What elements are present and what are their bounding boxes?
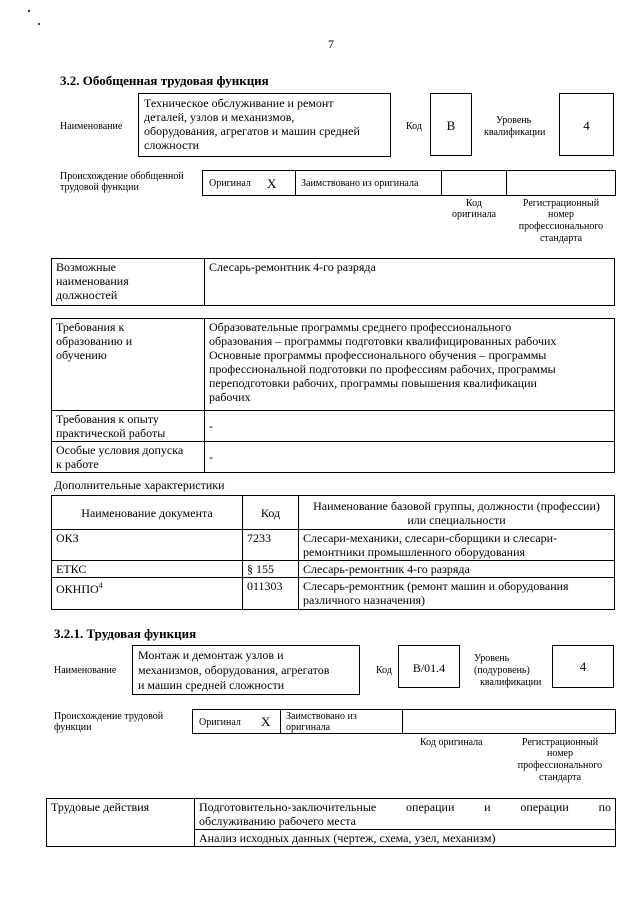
gtf-origin-label-2: трудовой функции <box>60 182 139 193</box>
gtf-reg-label-1: Регистрационный <box>522 198 600 209</box>
tf-level-label-3: квалификации <box>480 677 542 688</box>
req-value-line: переподготовки рабочих, программы повышения квалификации <box>209 376 537 390</box>
gtf-original-cell <box>202 170 296 196</box>
req-label-line: образованию и <box>56 334 133 348</box>
additional-title: Дополнительные характеристики <box>54 478 225 492</box>
req-value-line: рабочих <box>209 390 251 404</box>
gtf-reg-label-2: номер <box>548 209 574 220</box>
row-code: 7233 <box>243 530 299 561</box>
gtf-origin-label-1: Происхождение обобщенной <box>60 171 184 182</box>
tf-level-label-2: (подуровень) <box>474 665 530 676</box>
tf-name-box <box>132 645 360 695</box>
tf-origin-label-1: Происхождение трудовой <box>54 711 164 722</box>
tf-code-box <box>398 645 460 688</box>
req-label-line: Требования к опыту <box>56 412 159 426</box>
scan-dot <box>38 23 40 25</box>
req-experience-label <box>52 411 205 442</box>
gtf-original-mark: X <box>267 176 277 191</box>
action-line: Подготовительно-заключительные операции и операции по <box>199 800 611 814</box>
positions-table <box>51 258 615 306</box>
gtf-reg-label-3: профессионального <box>518 221 604 232</box>
row-doc: ОКЗ <box>52 530 243 561</box>
positions-value: Слесарь-ремонтник 4-го разряда <box>205 259 615 306</box>
row-doc-text: ОКНПО <box>56 582 99 596</box>
gtf-code-original-label-2: оригинала <box>451 209 497 220</box>
req-value-line: Образовательные программы среднего профессионального <box>209 320 512 334</box>
positions-label-line: Возможные <box>56 260 116 274</box>
tf-origin-label-2: функции <box>54 722 92 733</box>
req-label-line: практической работы <box>56 426 166 440</box>
req-value-line: Основные программы профессионального обучения – программы <box>209 348 547 362</box>
gtf-level-value: 4 <box>583 118 590 133</box>
gtf-name-line: оборудования, агрегатов и машин средней <box>144 124 360 138</box>
tf-borrowed-label-1: Заимствовано из <box>286 711 357 722</box>
tf-reg-label-1: Регистрационный <box>521 737 599 748</box>
row-name-line: Слесари-механики, слесари-сборщики и слесари- <box>303 531 558 545</box>
row-name-line: различного назначения) <box>303 593 426 607</box>
gtf-code-original-label-1: Код <box>466 198 482 209</box>
footnote-mark: 4 <box>98 581 103 590</box>
gtf-code-original-cell <box>441 170 507 196</box>
req-value-line: образования – программы подготовки квалифицированных рабочих <box>209 334 557 348</box>
req-experience-value: - <box>205 411 615 442</box>
tf-code-label: Код <box>376 665 392 676</box>
tf-title: 3.2.1. Трудовая функция <box>54 626 197 641</box>
row-doc: ЕТКС <box>52 561 243 578</box>
tf-name-label: Наименование <box>54 665 117 676</box>
header-doc: Наименование документа <box>52 496 243 530</box>
action-line: обслуживанию рабочего места <box>199 814 356 828</box>
gtf-level-label-1: Уровень <box>496 115 532 126</box>
req-value-line: профессиональной подготовки по профессиям рабочих, программы <box>209 362 556 376</box>
tf-code-original-label: Код оригинала <box>420 737 483 748</box>
gtf-borrowed-label: Заимствовано из оригинала <box>301 178 419 189</box>
row-name <box>299 578 615 610</box>
additional-table <box>51 495 615 610</box>
row-code: § 155 <box>243 561 299 578</box>
gtf-original-label: Оригинал <box>209 178 251 189</box>
gtf-level-box <box>559 93 614 156</box>
req-education-label <box>52 319 205 411</box>
tf-borrowed-cell <box>280 709 403 734</box>
tf-reg-label-2: номер <box>547 748 573 759</box>
gtf-name-box <box>138 93 391 157</box>
req-label-line: Особые условия допуска <box>56 443 184 457</box>
section-title: 3.2. Обобщенная трудовая функция <box>60 73 269 88</box>
req-conditions-value: - <box>205 442 615 473</box>
gtf-code-box <box>430 93 472 156</box>
gtf-level-label-2: квалификации <box>484 127 546 138</box>
req-education-value <box>205 319 615 411</box>
positions-label <box>52 259 205 306</box>
row-doc <box>52 578 243 610</box>
action-item <box>195 799 616 830</box>
header-code: Код <box>243 496 299 530</box>
header-name: Наименование базовой группы, должности (профессии) или специальности <box>299 496 615 530</box>
req-label-line: Требования к <box>56 320 125 334</box>
row-name-line: ремонтники промышленного оборудования <box>303 545 526 559</box>
gtf-code-value: B <box>446 118 456 133</box>
action-item: Анализ исходных данных (чертеж, схема, узел, механизм) <box>195 830 616 847</box>
tf-code-reg-cell <box>402 709 616 734</box>
tf-level-value: 4 <box>579 659 587 674</box>
row-name: Слесарь-ремонтник 4-го разряда <box>299 561 615 578</box>
page-number: 7 <box>328 37 334 51</box>
gtf-name-line: деталей, узлов и механизмов, <box>144 110 295 124</box>
gtf-name-line: Техническое обслуживание и ремонт <box>144 96 334 110</box>
tf-original-label: Оригинал <box>199 717 241 728</box>
requirements-table <box>51 318 615 473</box>
positions-label-line: наименования <box>56 274 129 288</box>
tf-original-cell <box>192 709 281 734</box>
req-label-line: к работе <box>56 457 99 471</box>
req-label-line: обучению <box>56 348 107 362</box>
tf-name-line: Монтаж и демонтаж узлов и <box>138 648 284 662</box>
tf-level-label-1: Уровень <box>474 653 510 664</box>
scan-dot <box>28 10 30 12</box>
tf-name-line: механизмов, оборудования, агрегатов <box>138 663 330 677</box>
tf-borrowed-label-2: оригинала <box>286 722 331 733</box>
gtf-reg-label-4: стандарта <box>539 233 583 244</box>
tf-name-line: и машин средней сложности <box>138 678 285 692</box>
row-name-line: Слесарь-ремонтник (ремонт машин и оборудования <box>303 579 569 593</box>
gtf-name-label: Наименование <box>60 121 123 132</box>
tf-level-box <box>552 645 614 688</box>
gtf-code-label: Код <box>406 121 422 132</box>
positions-label-line: должностей <box>56 288 118 302</box>
gtf-reg-number-cell <box>506 170 616 196</box>
tf-original-mark: X <box>261 714 271 729</box>
tf-code-value: B/01.4 <box>412 661 446 675</box>
row-name <box>299 530 615 561</box>
gtf-name-line: сложности <box>144 138 200 152</box>
tf-reg-label-3: профессионального <box>517 760 603 771</box>
row-code: 011303 <box>243 578 299 610</box>
actions-label: Трудовые действия <box>47 799 195 847</box>
actions-table <box>46 798 616 847</box>
req-conditions-label <box>52 442 205 473</box>
tf-reg-label-4: стандарта <box>538 772 582 783</box>
gtf-borrowed-cell <box>295 170 442 196</box>
